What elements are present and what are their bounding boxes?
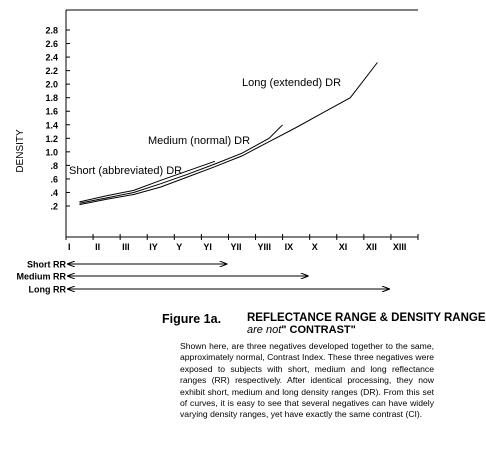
y-axis-label: DENSITY	[15, 129, 26, 173]
x-tick-label: YII	[230, 242, 242, 252]
x-tick-label: YIII	[257, 242, 272, 252]
y-tick-label: .4	[50, 187, 58, 198]
series-labels	[69, 77, 341, 177]
x-tick-label: XI	[338, 242, 348, 252]
x-tick-label: IY	[149, 242, 158, 252]
x-tick-label: II	[95, 242, 101, 252]
y-tick-label: 2.4	[45, 52, 58, 63]
x-tick-label: YI	[203, 242, 212, 252]
x-tick-label: XII	[365, 242, 377, 252]
figure-title-block	[247, 312, 486, 336]
figure-label: Figure 1a.	[162, 312, 222, 326]
y-tick-label: .8	[50, 160, 58, 171]
series-label-2: Medium (normal) DR	[148, 135, 251, 147]
y-tick-label: 1.0	[45, 147, 58, 158]
range-label: Short RR	[27, 259, 66, 270]
y-tick-label: .2	[50, 201, 58, 212]
figure-caption	[162, 312, 486, 421]
x-tick-label: X	[311, 242, 318, 252]
figure-title: REFLECTANCE RANGE & DENSITY RANGE	[247, 312, 486, 324]
y-tick-label: 1.4	[45, 120, 58, 131]
figure-subtitle-italic: are not	[247, 324, 282, 336]
range-label: Long RR	[28, 284, 66, 295]
y-tick-label: 2.6	[45, 39, 58, 50]
y-tick-label: 1.2	[45, 133, 58, 144]
x-tick-label: Y	[176, 242, 183, 252]
range-arrows	[17, 260, 389, 295]
series-label-3: Long (extended) DR	[242, 77, 342, 89]
x-tick-label: IX	[284, 242, 294, 252]
y-tick-label: 2.0	[45, 79, 58, 90]
y-tick-label: 1.6	[45, 106, 58, 117]
figure-subtitle	[247, 324, 432, 336]
caption-body: Shown here, are three negatives developed together to the same, approximately normal, Contrast Index. These three negatives were exposed to subjects with short, medium and long reflectance ranges (RR) respectively. After identical processing, they now exhibit short, medium and long density ranges (DR). From this set of curves, it is easy to see that several negatives can have widely varying density ranges, yet have exactly the same contrast (CI).	[180, 341, 434, 420]
range-label: Medium RR	[16, 271, 66, 282]
x-tick-label: XIII	[392, 242, 407, 252]
x-tick-label: I	[68, 242, 71, 252]
y-tick-label: 1.8	[45, 93, 58, 104]
figure-subtitle-rest: " CONTRAST"	[281, 324, 356, 336]
y-tick-label: .6	[50, 174, 58, 185]
plot-frame	[66, 10, 418, 237]
series-label-1: Short (abbreviated) DR	[69, 165, 183, 177]
y-tick-label: 2.2	[45, 66, 58, 77]
x-tick-label: III	[122, 242, 130, 252]
y-tick-label: 2.8	[45, 25, 58, 36]
